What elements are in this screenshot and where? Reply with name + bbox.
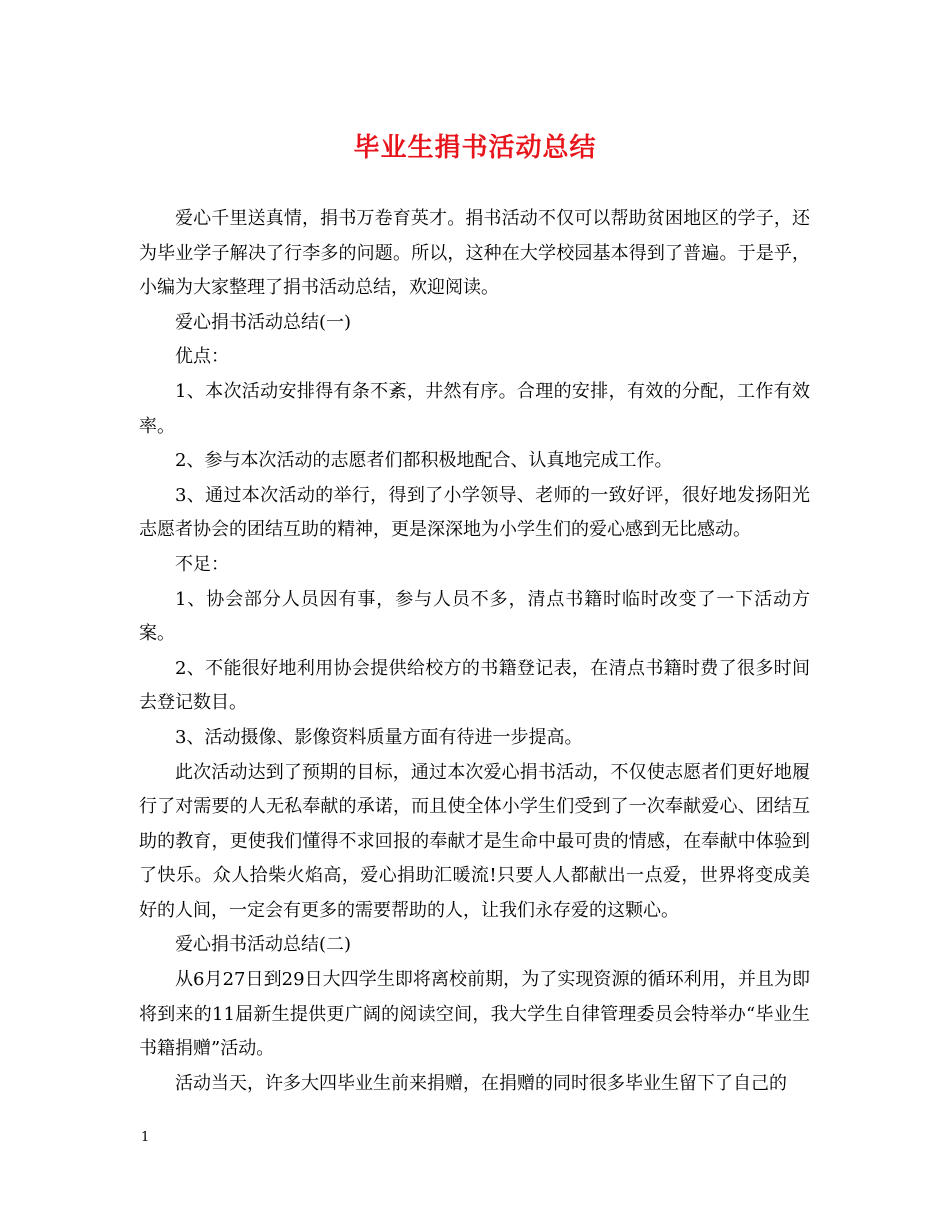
document-body <box>139 202 810 1101</box>
intro-paragraph: 爱心千里送真情，捐书万卷育英才。捐书活动不仅可以帮助贫困地区的学子，还为毕业学子解决了行李多的问题。所以，这种在大学校园基本得到了普遍。于是乎，小编为大家整理了捐书活动总结，欢迎阅读。 <box>139 208 810 299</box>
strength-item-2: 2、参与本次活动的志愿者们都积极地配合、认真地完成工作。 <box>175 450 673 472</box>
section-heading-2: 爱心捐书活动总结(二) <box>175 934 352 956</box>
weakness-item-1: 1、协会部分人员因有事，参与人员不多，清点书籍时临时改变了一下活动方案。 <box>139 588 810 645</box>
weakness-item-2: 2、不能很好地利用协会提供给校方的书籍登记表，在清点书籍时费了很多时间去登记数目。 <box>139 657 810 714</box>
strength-item-3: 3、通过本次活动的举行，得到了小学领导、老师的一致好评，很好地发扬阳光志愿者协会的团结互助的精神，更是深深地为小学生们的爱心感到无比感动。 <box>139 484 810 541</box>
strengths-label: 优点： <box>175 346 229 368</box>
section-heading-1: 爱心捐书活动总结(一) <box>175 311 352 333</box>
weaknesses-label: 不足： <box>175 553 229 575</box>
conclusion-paragraph: 此次活动达到了预期的目标，通过本次爱心捐书活动，不仅使志愿者们更好地履行了对需要的人无私奉献的承诺，而且使全体小学生们受到了一次奉献爱心、团结互助的教育，更使我们懂得不求回报的奉献才是生命中最可贵的情感，在奉献中体验到了快乐。众人拾柴火焰高，爱心捐助汇暖流!只要人人都献出一点爱，世界将变成美好的人间，一定会有更多的需要帮助的人，让我们永存爱的这颗心。 <box>139 761 810 921</box>
event-day-paragraph: 活动当天，许多大四毕业生前来捐赠，在捐赠的同时很多毕业生留下了自己的 <box>175 1072 787 1094</box>
page-number: 1 <box>141 1130 150 1145</box>
strength-item-1: 1、本次活动安排得有条不紊，井然有序。合理的安排，有效的分配，工作有效率。 <box>139 380 810 437</box>
document-title: 毕业生捐书活动总结 <box>353 133 597 163</box>
event-paragraph: 从6月27日到29日大四学生即将离校前期，为了实现资源的循环利用，并且为即将到来的11届新生提供更广阔的阅读空间，我大学生自律管理委员会特举办“毕业生书籍捐赠”活动。 <box>139 969 810 1060</box>
weakness-item-3: 3、活动摄像、影像资料质量方面有待进一步提高。 <box>175 726 583 748</box>
